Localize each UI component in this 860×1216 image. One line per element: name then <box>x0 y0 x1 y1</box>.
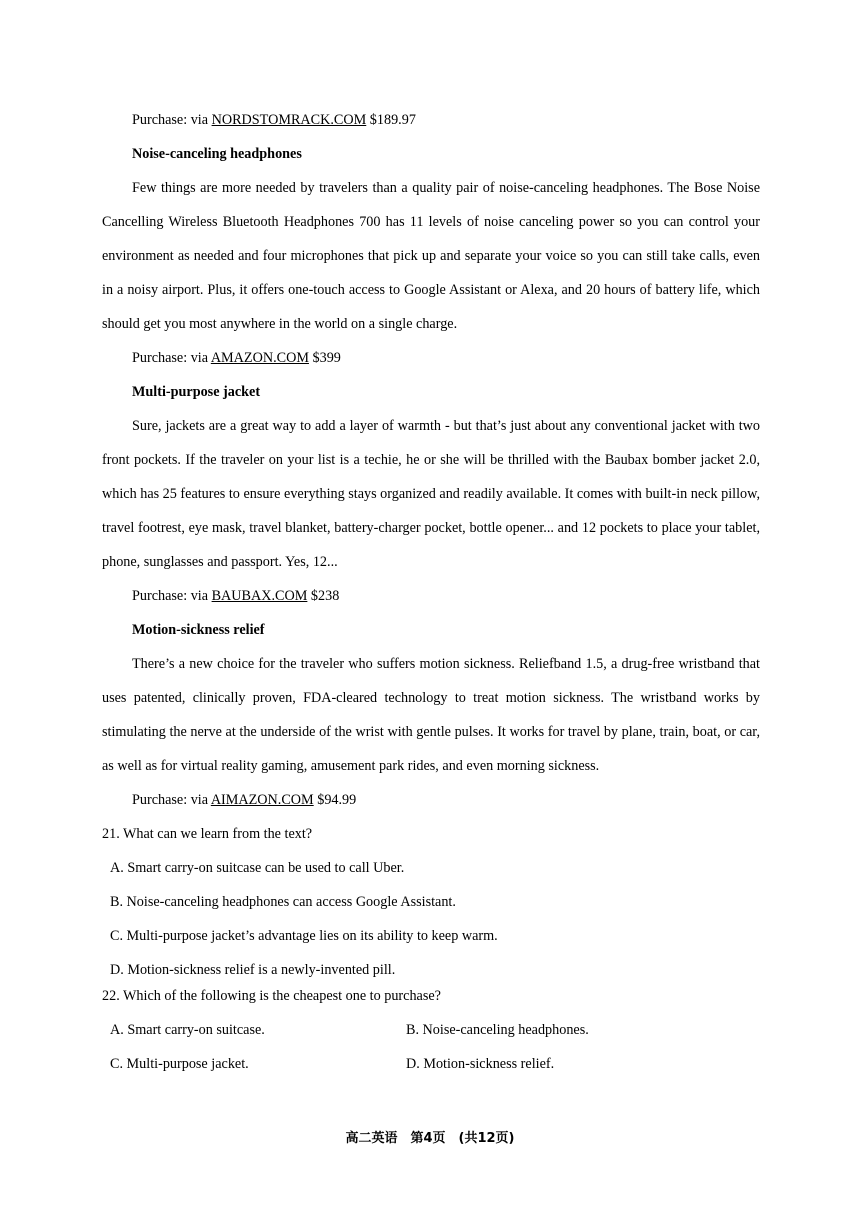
motion-purchase-line <box>102 789 760 823</box>
motion-paragraph: There’s a new choice for the traveler who suffers motion sickness. Reliefband 1.5, a drug-free wristband that uses patented, clinically proven, FDA-cleared technology to treat motion sickness. The wristband works by stimulating the nerve at the underside of the wrist with gentle pulses. It works for travel by plane, train, boat, or car, as well as for virtual reality gaming, amusement park rides, and even morning sickness. <box>102 656 760 774</box>
page-footer: 高二英语 第4页 (共12页) <box>345 1131 515 1146</box>
jacket-purchase-line <box>102 585 760 619</box>
suitcase-purchase-line <box>102 109 760 143</box>
question-22-option-d: D. Motion-sickness relief. <box>406 1056 555 1072</box>
page-content <box>102 109 760 1087</box>
jacket-heading: Multi-purpose jacket <box>132 384 261 400</box>
question-22-option-c: C. Multi-purpose jacket. <box>110 1056 249 1072</box>
headphones-paragraph: Few things are more needed by travelers than a quality pair of noise-canceling headphones. The Bose Noise Cancelling Wireless Bluetooth Headphones 700 has 11 levels of noise canceling power so you can control your environment as needed and four microphones that pick up and separate your voice so you can still take calls, even in a noisy airport. Plus, it offers one-touch access to Google Assistant or Alexa, and 20 hours of battery life, which should get you most anywhere in the world on a single charge. <box>102 180 760 332</box>
amazon-link[interactable]: AMAZON.COM <box>210 350 309 366</box>
question-22-options-row-1 <box>102 1019 760 1053</box>
purchase-prefix: Purchase: via <box>132 792 211 808</box>
headphones-price: $399 <box>308 350 341 366</box>
motion-price: $94.99 <box>313 792 357 808</box>
question-22-options-row-2 <box>102 1053 760 1087</box>
question-21-option-a: A. Smart carry-on suitcase can be used to call Uber. <box>110 860 405 876</box>
question-21-option-d: D. Motion-sickness relief is a newly-invented pill. <box>110 962 396 978</box>
question-22-stem: 22. Which of the following is the cheapest one to purchase? <box>102 988 441 1004</box>
question-21-option-b: B. Noise-canceling headphones can access Google Assistant. <box>110 894 456 910</box>
aimazon-link[interactable]: AIMAZON.COM <box>210 792 314 808</box>
question-21-option-c: C. Multi-purpose jacket’s advantage lies on its ability to keep warm. <box>110 928 498 944</box>
purchase-prefix: Purchase: via <box>132 112 212 128</box>
question-22-option-b: B. Noise-canceling headphones. <box>406 1022 589 1038</box>
motion-heading: Motion-sickness relief <box>132 622 265 638</box>
headphones-heading: Noise-canceling headphones <box>132 146 302 162</box>
question-21-stem: 21. What can we learn from the text? <box>102 826 313 842</box>
headphones-purchase-line <box>102 347 760 381</box>
jacket-price: $238 <box>307 588 340 604</box>
nordstomrack-link[interactable]: NORDSTOMRACK.COM <box>211 112 367 128</box>
purchase-prefix: Purchase: via <box>132 350 211 366</box>
suitcase-price: $189.97 <box>366 112 416 128</box>
baubax-link[interactable]: BAUBAX.COM <box>211 588 308 604</box>
jacket-paragraph: Sure, jackets are a great way to add a layer of warmth - but that’s just about any conventional jacket with two front pockets. If the traveler on your list is a techie, he or she will be thrilled with the Baubax bomber jacket 2.0, which has 25 features to ensure everything stays organized and readily available. It comes with built-in neck pillow, travel footrest, eye mask, travel blanket, battery-charger pocket, bottle opener... and 12 pockets to place your tablet, phone, sunglasses and passport. Yes, 12... <box>102 418 760 570</box>
question-22-option-a: A. Smart carry-on suitcase. <box>110 1022 265 1038</box>
purchase-prefix: Purchase: via <box>132 588 212 604</box>
